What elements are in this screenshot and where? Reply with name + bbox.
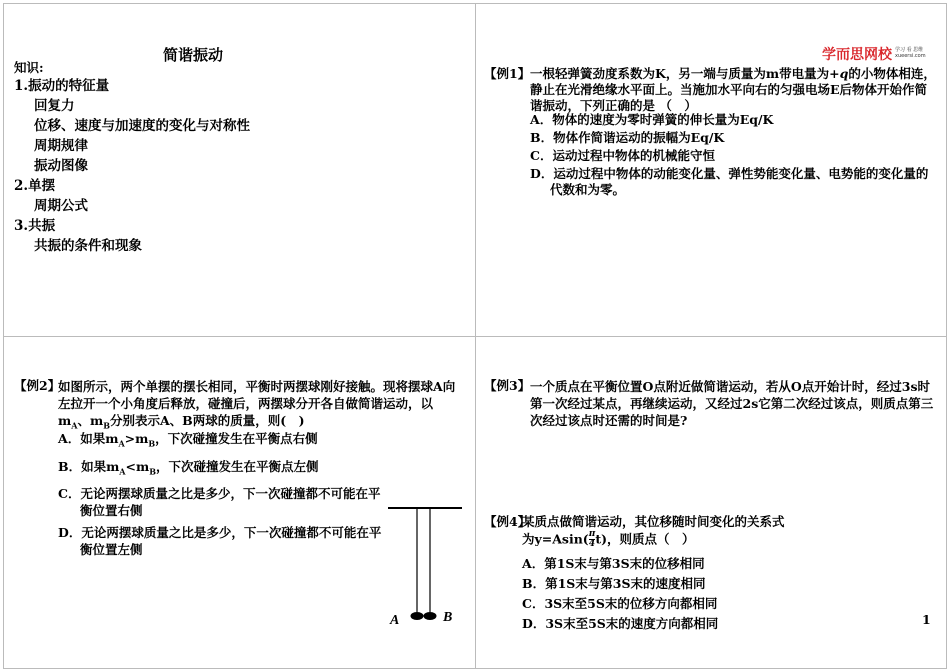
ex4-options xyxy=(522,556,902,632)
ex2-opt-b-1: B．如果m xyxy=(58,458,120,474)
knowledge-item: 位移、速度与加速度的变化与对称性 xyxy=(34,118,250,134)
knowledge-item: 振动图像 xyxy=(34,158,88,174)
ex2-opt-b-2: <m xyxy=(125,458,150,474)
ex3-stem: 一个质点在平衡位置O点附近做简谐运动，若从O点开始计时，经过3s时第一次经过某点，再继续运动，又经过2s它第二次经过该点，则质点第三次经过该点时还需的时间是? xyxy=(530,379,934,428)
ex2-opt-a-1: A．如果m xyxy=(58,431,119,446)
ex4-option: C．3S末至5S末的位移方向都相同 xyxy=(522,596,718,611)
horizontal-divider xyxy=(3,336,947,337)
logo-subline: 学习 看 思维 xyxy=(895,47,924,53)
ex2-opt-a-sub1: A xyxy=(118,438,125,449)
ex2-option-d: D．无论两摆球质量之比是多少，下一次碰撞都不可能在平衡位置左侧 xyxy=(58,525,382,557)
knowledge-item: 共振的条件和现象 xyxy=(34,238,142,254)
ex4-frac-den: 4 xyxy=(588,539,596,549)
ex2-stem xyxy=(58,378,463,435)
ex2-stem-2: 、m xyxy=(77,413,104,428)
ex4-stem-line2 xyxy=(522,530,695,554)
ex2-opt-b-sub2: B xyxy=(149,466,156,476)
ex1-option: C．运动过程中物体的机械能守恒 xyxy=(530,148,715,163)
logo-name: 学而思网校 xyxy=(822,47,892,63)
ex2-option-c: C．无论两摆球质量之比是多少，下一次碰撞都不可能在平衡位置右侧 xyxy=(58,486,381,518)
ex1-option: B．物体作简谐运动的振幅为Eq/K xyxy=(530,130,725,145)
ex2-opt-a-3: ，下次碰撞发生在平衡点右侧 xyxy=(155,431,318,446)
ex1-stem-a: 一根轻弹簧劲度系数为K，另一端与质量为m带电量为 xyxy=(530,66,830,81)
ex2-stem-3: 分别表示A、B两球的质量，则( ) xyxy=(109,413,305,428)
ex2-stem-1: 如图所示，两个单摆的摆长相同，平衡时两摆球刚好接触。现将摆球A向左拉开一个小角度后释放，碰撞后，两摆球分开各自做简谐运动，以m xyxy=(58,379,456,428)
ex1-stem-b: 的小物体相连，静止在光滑绝缘水平面上。当施加水平向右的匀强电场E后物体开始作简谐振动，下列正确的是 （ ） xyxy=(530,66,936,113)
knowledge-item: 回复力 xyxy=(34,98,75,114)
label-b: B xyxy=(443,610,453,625)
ex2-sub-a: A xyxy=(71,420,78,431)
ball-a xyxy=(411,612,424,620)
ex3-label: 【例3】 xyxy=(484,378,531,393)
ex4-label: 【例4】 xyxy=(484,514,531,529)
ex2-options xyxy=(58,430,388,558)
ball-b xyxy=(424,612,437,620)
ex1-option: A．物体的速度为零时弹簧的伸长量为Eq/K xyxy=(530,112,774,127)
slide1-title: 简谐振动 xyxy=(163,46,224,64)
ex4-stem-2b: t)，则质点（ ） xyxy=(595,531,695,547)
ex2-option-a xyxy=(58,430,388,453)
knowledge-item: 周期规律 xyxy=(34,138,88,154)
ex2-opt-b-sub1: A xyxy=(119,466,126,476)
page-number: 1 xyxy=(922,612,931,627)
ex1-stem-q: +q xyxy=(829,66,849,81)
ex2-option-b xyxy=(58,458,388,481)
ex2-label: 【例2】 xyxy=(14,378,61,393)
slide1-heading: 知识: xyxy=(14,60,44,75)
ex4-frac-num: π xyxy=(588,529,596,539)
knowledge-list xyxy=(14,76,454,256)
ex4-option: B．第1S末与第3S末的速度相同 xyxy=(522,576,706,591)
ex1-label: 【例1】 xyxy=(484,66,531,81)
knowledge-item: 2.单摆 xyxy=(14,178,56,194)
brand-logo xyxy=(822,44,934,66)
logo-url: xueersi.com xyxy=(895,53,926,59)
ex2-opt-a-sub2: B xyxy=(148,438,156,449)
ex2-sub-b: B xyxy=(103,420,110,431)
ex4-stem-line1: 某质点做简谐运动，其位移随时间变化的关系式 xyxy=(522,514,785,529)
knowledge-item: 周期公式 xyxy=(34,198,88,214)
ex4-option: D．3S末至5S末的速度方向都相同 xyxy=(522,616,719,631)
ex2-opt-b-3: ，下次碰撞发生在平衡点左侧 xyxy=(155,458,319,474)
label-a: A xyxy=(390,613,400,628)
ex1-stem xyxy=(530,66,938,114)
ex4-stem-2a: 为y=Asin( xyxy=(522,531,589,547)
ex4-option: A．第1S末与第3S末的位移相同 xyxy=(522,556,705,571)
ex2-opt-a-2: >m xyxy=(124,431,149,446)
knowledge-item: 3.共振 xyxy=(14,218,56,234)
ex1-option: D．运动过程中物体的动能变化量、弹性势能变化量、电势能的变化量的代数和为零。 xyxy=(530,166,929,197)
ex1-options xyxy=(530,112,938,198)
pendulum-figure xyxy=(380,500,470,630)
knowledge-item: 1.振动的特征量 xyxy=(14,78,110,94)
